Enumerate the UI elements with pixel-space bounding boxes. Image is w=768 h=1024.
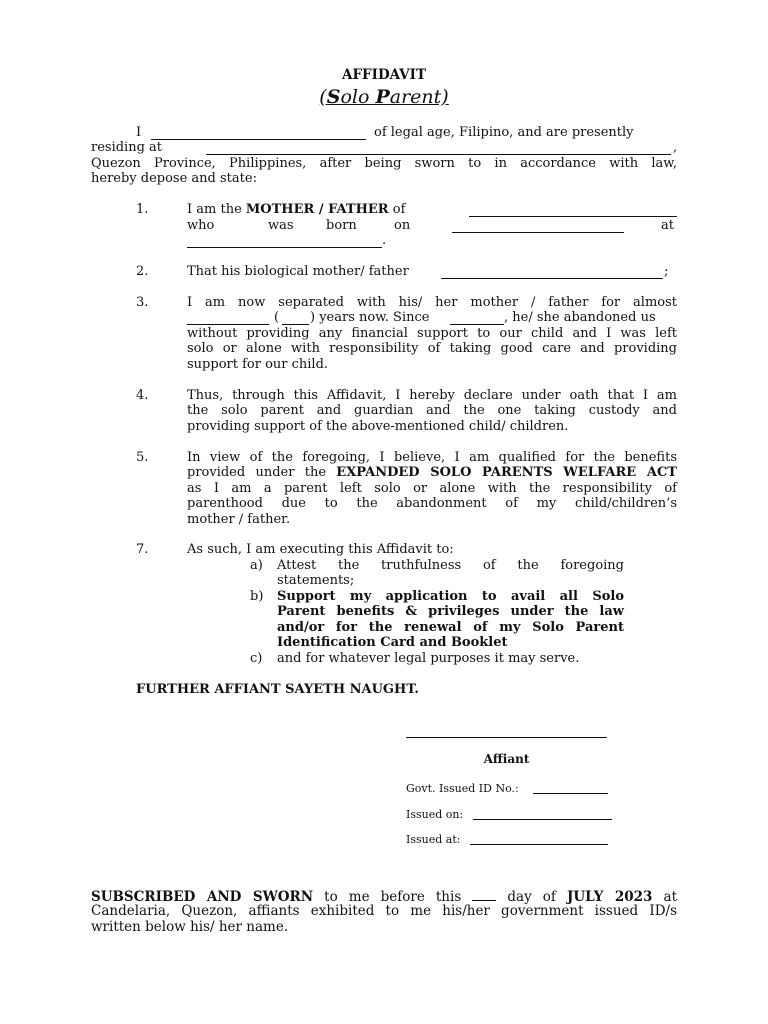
sub-b-line2: Parent benefits & privileges under the law bbox=[277, 604, 624, 619]
item-2-text: That his biological mother/ father bbox=[187, 264, 409, 279]
item-5-line2: provided under the EXPANDED SOLO PARENTS WELFARE ACT bbox=[187, 465, 677, 480]
sub-b-line4: Identification Card and Booklet bbox=[277, 635, 508, 650]
sub-a-line2: statements; bbox=[277, 573, 355, 588]
item-1-period: . bbox=[382, 233, 387, 248]
affidavit-title: AFFIDAVIT bbox=[342, 67, 426, 83]
item-1-at: at bbox=[661, 218, 674, 233]
item-1-was: was bbox=[268, 218, 294, 233]
child-name-blank bbox=[469, 204, 677, 217]
item-4-line3: providing support of the above-mentioned child/ children. bbox=[187, 419, 569, 434]
item-5-line5: mother / father. bbox=[187, 512, 291, 527]
intro-residing: residing at bbox=[91, 140, 163, 155]
intro-line4: hereby depose and state: bbox=[91, 171, 257, 186]
issued-at-blank bbox=[470, 832, 608, 845]
intro-line3: Quezon Province, Philippines, after being sworn to in accordance with law, bbox=[91, 156, 677, 171]
item-7-text: As such, I am executing this Affidavit to: bbox=[187, 542, 454, 557]
jurat-line1: SUBSCRIBED AND SWORN to me before this day of JULY 2023 at bbox=[91, 889, 677, 905]
bio-parent-blank bbox=[441, 266, 663, 279]
item-1-on: on bbox=[394, 218, 411, 233]
item-4-line2: the solo parent and guardian and the one taking custody and bbox=[187, 403, 677, 418]
item-3-number: 3. bbox=[136, 295, 149, 310]
intro-line1-text: of legal age, Filipino, and are presently bbox=[374, 125, 634, 140]
item-1-line1: I am the MOTHER / FATHER of bbox=[187, 202, 406, 217]
since-date-blank bbox=[450, 312, 504, 325]
sub-c-letter: c) bbox=[250, 651, 263, 666]
item-5-line1: In view of the foregoing, I believe, I am qualified for the benefits bbox=[187, 450, 677, 465]
jurat-line2: Candelaria, Quezon, affiants exhibited to me his/her government issued ID/s bbox=[91, 903, 677, 919]
sub-b-letter: b) bbox=[250, 589, 264, 604]
item-1-born: born bbox=[326, 218, 357, 233]
item-3-line4: solo or alone with responsibility of taking good care and providing bbox=[187, 341, 677, 356]
item-1-number: 1. bbox=[136, 202, 149, 217]
item-3-line5: support for our child. bbox=[187, 357, 329, 372]
govt-id-label: Govt. Issued ID No.: bbox=[406, 782, 519, 795]
item-2-number: 2. bbox=[136, 264, 149, 279]
issued-on-label: Issued on: bbox=[406, 808, 464, 821]
years-words-blank bbox=[187, 312, 269, 325]
item-1-who: who bbox=[187, 218, 215, 233]
item-3-line1: I am now separated with his/ her mother / father for almost bbox=[187, 295, 677, 310]
item-7-number: 7. bbox=[136, 542, 149, 557]
intro-comma: , bbox=[673, 140, 678, 155]
item-3-paren-open: ( bbox=[274, 310, 280, 325]
sub-a-line1: Attest the truthfulness of the foregoing bbox=[277, 558, 624, 573]
item-4-number: 4. bbox=[136, 388, 149, 403]
sub-a-letter: a) bbox=[250, 558, 263, 573]
sub-b-line3: and/or for the renewal of my Solo Parent bbox=[277, 620, 624, 635]
item-5-line3: as I am a parent left solo or alone with the responsibility of bbox=[187, 481, 677, 496]
issued-at-label: Issued at: bbox=[406, 833, 461, 846]
issued-on-blank bbox=[473, 807, 612, 820]
further-affiant: FURTHER AFFIANT SAYETH NAUGHT. bbox=[136, 682, 419, 697]
affiant-label: Affiant bbox=[483, 752, 530, 766]
jurat-line3: written below his/ her name. bbox=[91, 919, 289, 935]
day-blank bbox=[472, 888, 496, 901]
intro-i: I bbox=[136, 125, 142, 140]
item-3-years-since: ) years now. Since bbox=[310, 310, 430, 325]
name-blank bbox=[151, 127, 366, 140]
item-3-line3: without providing any financial support to our child and I was left bbox=[187, 326, 677, 341]
birth-place-blank bbox=[187, 235, 382, 248]
item-4-line1: Thus, through this Affidavit, I hereby declare under oath that I am bbox=[187, 388, 677, 403]
signature-line bbox=[406, 737, 607, 738]
birth-date-blank bbox=[452, 220, 624, 233]
govt-id-blank bbox=[533, 781, 608, 794]
years-number-blank bbox=[282, 312, 309, 325]
sub-c-line1: and for whatever legal purposes it may serve. bbox=[277, 651, 580, 666]
sub-b-line1: Support my application to avail all Solo bbox=[277, 589, 624, 604]
item-5-number: 5. bbox=[136, 450, 149, 465]
item-5-line4: parenthood due to the abandonment of my child/children’s bbox=[187, 496, 677, 511]
address-blank bbox=[206, 142, 671, 155]
item-3-abandoned: , he/ she abandoned us bbox=[504, 310, 656, 325]
affidavit-subtitle: (Solo Parent) bbox=[319, 86, 449, 108]
item-2-semicolon: ; bbox=[664, 264, 669, 279]
